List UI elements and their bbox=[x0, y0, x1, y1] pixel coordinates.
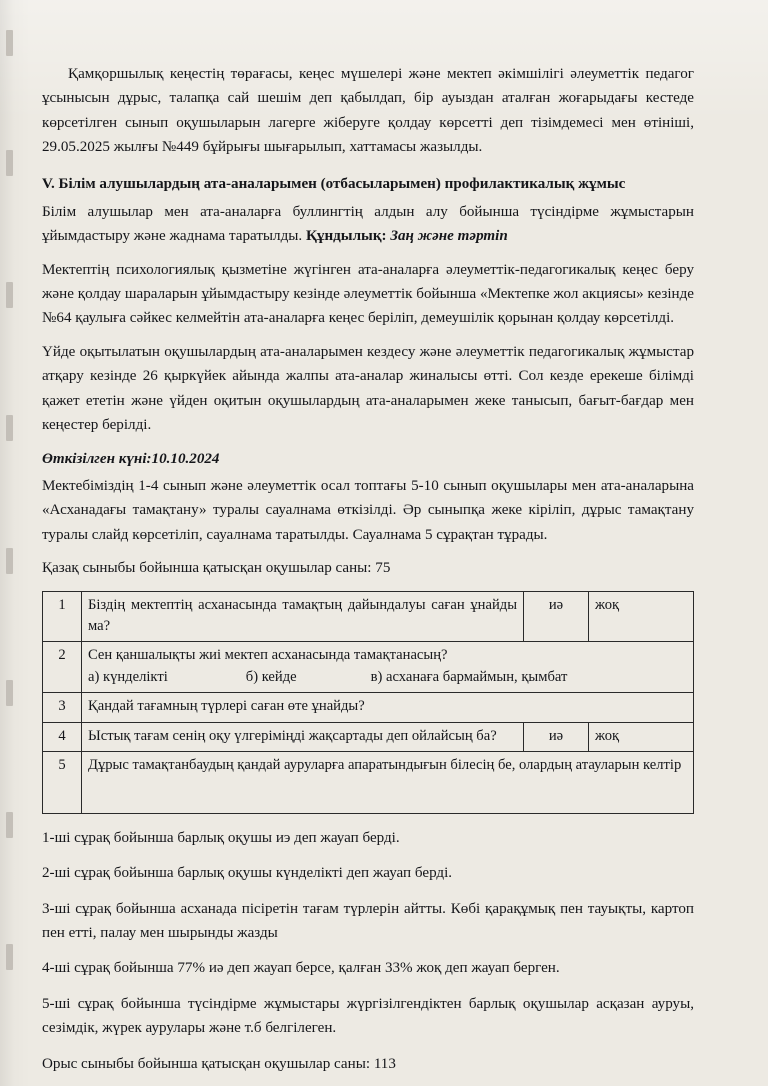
row-options bbox=[88, 667, 687, 688]
table-row bbox=[43, 591, 694, 641]
table-row bbox=[43, 722, 694, 751]
table-row bbox=[43, 751, 694, 813]
binder-hole-mark bbox=[6, 680, 13, 706]
russian-count-line bbox=[42, 1052, 694, 1076]
kazakh-count-label: Қазақ сыныбы бойынша қатысқан оқушылар саны: bbox=[42, 560, 372, 577]
binder-hole-mark bbox=[6, 282, 13, 308]
answer-item-3: 3-ші сұрақ бойынша асханада пісіретін тағам түрлерін айтты. Көбі қарақұмық пен тауықты, картоп пен етті, палау мен шырынды жазды bbox=[42, 900, 694, 941]
section-paragraph-1 bbox=[42, 200, 694, 249]
answer-item-5: 5-ші сұрақ бойынша түсіндірме жұмыстары жүргізілгендіктен барлық оқушылар асқазан ауруы, сезімдік, жүрек аурулары және т.б белгілеген. bbox=[42, 995, 694, 1037]
option-b: б) кейде bbox=[245, 669, 297, 686]
russian-count-label: Орыс сыныбы бойынша қатысқан оқушылар саны: bbox=[42, 1055, 371, 1072]
row-question: Ыстық тағам сенің оқу үлгеріміңді жақсартады деп ойлайсың ба? bbox=[82, 722, 524, 751]
row-question-cell bbox=[82, 642, 694, 693]
table-row bbox=[43, 693, 694, 722]
answer-item-4: 4-ші сұрақ бойынша 77% иә деп жауап берсе, қалған 33% жоқ деп жауап берген. bbox=[42, 960, 560, 977]
answer-item-1: 1-ші сұрақ бойынша барлық оқушы иэ деп жауап берді. bbox=[42, 829, 400, 846]
document-body bbox=[42, 62, 694, 1085]
date-label: Өткізілген күні: bbox=[42, 450, 152, 467]
binder-hole-mark bbox=[6, 548, 13, 574]
row-number: 1 bbox=[43, 591, 82, 641]
value-label: Құндылық: bbox=[305, 228, 387, 245]
row-number: 4 bbox=[43, 722, 82, 751]
section-heading: V. Білім алушылардың ата-аналарымен (отбасыларымен) профилактикалық жұмыс bbox=[42, 175, 626, 192]
row-answer-no: жоқ bbox=[589, 722, 694, 751]
section-paragraph-1-text: Білім алушылар мен ата-аналарға буллингтің алдын алу бойынша түсіндірме жұмыстарын ұйымдастыру және жаднама таратылды. bbox=[42, 203, 694, 245]
row-question: Біздің мектептің асханасында тамақтың дайындалуы саған ұнайды ма? bbox=[82, 591, 524, 641]
row-answer-yes: иә bbox=[524, 591, 589, 641]
row-question: Қандай тағамның түрлері саған өте ұнайды? bbox=[82, 693, 694, 722]
date-value: 10.10.2024 bbox=[151, 450, 220, 467]
binder-hole-mark bbox=[6, 415, 13, 441]
binder-hole-mark bbox=[6, 812, 13, 838]
intro-paragraph: Қамқоршылық кеңестің төрағасы, кеңес мүшелері және мектеп әкімшілігі әлеуметтік педагог ұсынысын дұрыс, талапқа сай шешім деп қабылдап, бір ауыздан аталған жоғарыдағы кестеде көрсетілген сынып оқушыларын лагерге жіберуге қолдау көрсетті деп тізімдемесі мен өтініші, 29.05.2025 жылғы №449 бұйрығы шығарылып, хаттамасы жазылды. bbox=[42, 66, 694, 156]
binder-hole-mark bbox=[6, 944, 13, 970]
section-paragraph-2: Мектептің психологиялық қызметіне жүгінген ата-аналарға әлеуметтік-педагогикалық кеңес беру және қолдау шараларын ұйымдастыру кезінде әлеуметтік бойынша «Мектепке жол акциясы» кезінде №64 қаулыға сәйкес келмейтін ата-аналарға кеңес беріліп, демеушілік қорынан қолдау көрсетілді. bbox=[42, 261, 694, 327]
binder-hole-mark bbox=[6, 30, 13, 56]
row-number: 3 bbox=[43, 693, 82, 722]
row-number: 5 bbox=[43, 751, 82, 813]
answer-item-2: 2-ші сұрақ бойынша барлық оқушы күнделікті деп жауап берді. bbox=[42, 865, 453, 882]
section-paragraph-3: Үйде оқытылатын оқушылардың ата-аналарымен кездесу және әлеуметтік педагогикалық жұмыстар атқару кезінде 26 қыркүйек айында жалпы ата-аналар жиналысы өтті. Сол кезде ерекеше білімді қажет ететін және үйден оқитын оқушылардың ата-аналарымен жеке танысып, бағыт-бағдар мен кеңестер берілді. bbox=[42, 343, 694, 434]
value-text: Заң және тәртіп bbox=[386, 228, 508, 245]
row-question: Дұрыс тамақтанбаудың қандай ауруларға апаратындығын білесің бе, олардың атауларын келтір bbox=[82, 751, 694, 813]
date-line bbox=[42, 447, 694, 471]
binder-hole-mark bbox=[6, 150, 13, 176]
row-answer-no: жоқ bbox=[589, 591, 694, 641]
option-a: а) күнделікті bbox=[88, 669, 168, 686]
option-c: в) асханаға бармаймын, қымбат bbox=[370, 669, 568, 686]
kazakh-count-line bbox=[42, 556, 694, 580]
row-number: 2 bbox=[43, 642, 82, 693]
russian-count-value: 113 bbox=[373, 1055, 396, 1072]
survey-table bbox=[42, 591, 694, 814]
survey-table-body bbox=[43, 591, 694, 813]
section-paragraph-4: Мектебіміздің 1-4 сынып және әлеуметтік осал топтағы 5-10 сынып оқушылары мен ата-аналарына «Асханадағы тамақтану» туралы сауалнама өткізілді. Әр сыныпқа жеке кіріліп, дұрыс тамақтану туралы слайд көрсетіліп, сауалнама таратылды. Сауалнама 5 сұрақтан тұрады. bbox=[42, 478, 694, 543]
row-answer-yes: иә bbox=[524, 722, 589, 751]
table-row bbox=[43, 642, 694, 693]
row-question: Сен қаншалықты жиі мектеп асханасында тамақтанасың? bbox=[88, 647, 448, 664]
kazakh-count-value: 75 bbox=[375, 560, 391, 577]
answers-list bbox=[42, 826, 694, 1041]
